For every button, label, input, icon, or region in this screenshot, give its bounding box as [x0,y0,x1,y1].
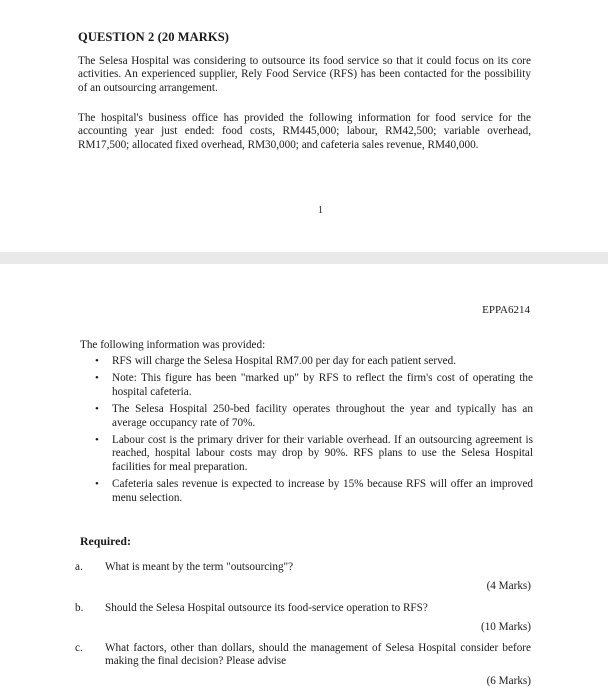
bullet-icon: • [95,355,99,367]
document-page-2 [0,264,608,700]
question-letter: b. [75,602,84,614]
bullet-icon: • [95,403,99,416]
business-info-paragraph: The hospital's business office has provided the following information for food service for the accounting year just ended: food costs, RM445,000; labour, RM42,500; variable overhead, RM17,500; allocated fixed overhead, RM30,000; and cafeteria sales revenue, RM40,000. [78,112,531,151]
info-bullet-list [80,355,533,509]
bullet-item: • Labour cost is the primary driver for their variable overhead. If an outsourcing agreement is reached, hospital labour costs may drop by 90%. RFS plans to use the Selesa Hospital facilities for meal preparation. [95,434,533,473]
question-heading: QUESTION 2 (20 MARKS) [78,30,230,44]
bullet-item: • RFS will charge the Selesa Hospital RM7.00 per day for each patient served. [95,355,457,367]
question-letter: a. [75,561,83,573]
bullet-item: • Note: This figure has been "marked up" by RFS to reflect the firm's cost of operating the hospital cafeteria. [95,372,533,398]
document-page-1 [0,0,608,252]
question-text: Should the Selesa Hospital outsource its food-service operation to RFS? [105,602,428,614]
course-code: EPPA6214 [482,304,530,316]
question-text: What factors, other than dollars, should the management of Selesa Hospital consider before making the final decision? Please advise [105,642,531,668]
page-number: 1 [318,205,323,216]
question-b [75,602,531,635]
question-text: What is meant by the term "outsourcing"? [105,561,294,573]
info-intro: The following information was provided: [80,339,266,351]
question-marks: (6 Marks) [486,674,531,687]
question-c [75,642,531,688]
bullet-icon: • [95,434,99,447]
question-marks: (4 Marks) [486,580,531,593]
question-a [75,561,531,594]
question-marks: (10 Marks) [480,621,531,634]
intro-paragraph: The Selesa Hospital was considering to outsource its food service so that it could focus on its core activities. An experienced supplier, Rely Food Service (RFS) has been contacted for the possibility of an outsourcing arrangement. [78,55,531,94]
bullet-item: • The Selesa Hospital 250-bed facility operates throughout the year and typically has an average occupancy rate of 70%. [95,403,533,429]
question-letter: c. [75,642,83,654]
required-heading: Required: [80,534,131,548]
bullet-icon: • [95,372,99,385]
bullet-item: • Cafeteria sales revenue is expected to increase by 15% because RFS will offer an improved menu selection. [95,478,533,504]
bullet-icon: • [95,478,99,491]
